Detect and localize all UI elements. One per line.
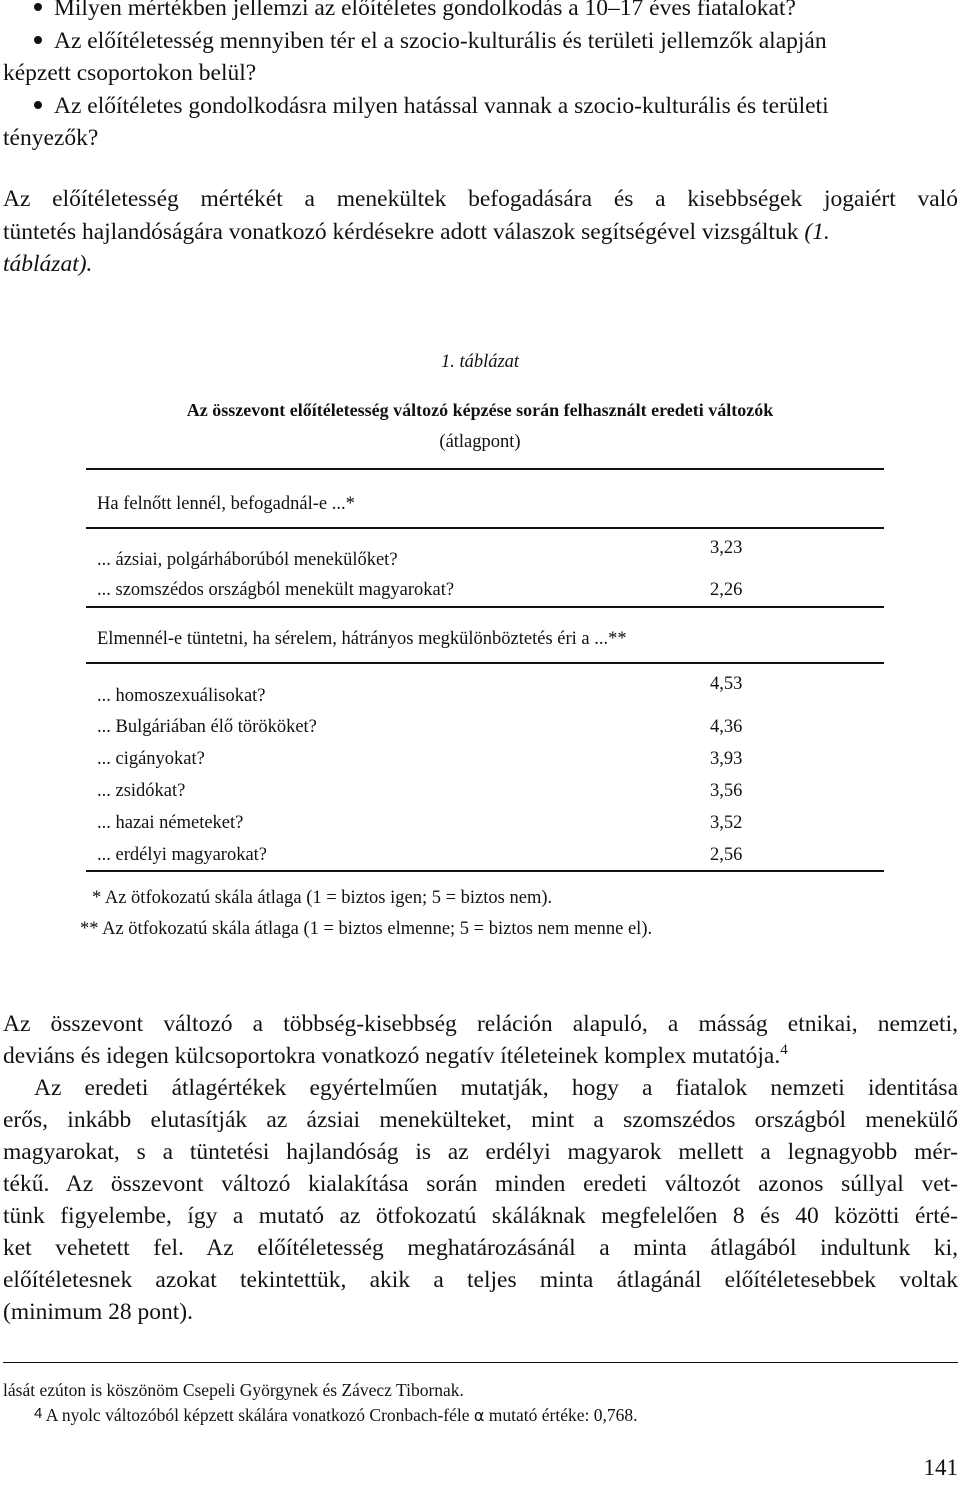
bullet-item-3 — [34, 93, 829, 120]
table-note-1: * Az ötfokozatú skála átlaga (1 = biztos igen; 5 = biztos nem). — [92, 888, 553, 908]
row-value: 4,36 — [710, 717, 743, 737]
bullet-item-2 — [34, 28, 827, 55]
body-p2-line-3: magyarokat, s a tüntetési hajlandóság is az erdélyi magyarok mellett a legnagyobb mér- — [3, 1139, 958, 1165]
table-top-rule — [86, 468, 884, 470]
bullet-icon — [34, 36, 42, 44]
group-header-rule — [86, 662, 884, 664]
bullet-item-2-continued: képzett csoportokon belül? — [3, 60, 257, 86]
row-value: 3,93 — [710, 749, 743, 769]
intro-line-1: Az előítéletesség mértékét a menekültek befogadására és a kisebbségek jogaiért való — [3, 186, 958, 212]
footnote-3-continued: lását ezúton is köszönöm Csepeli Györgynek és Závecz Tibornak. — [3, 1380, 464, 1400]
alpha-symbol: α — [473, 1406, 485, 1425]
body-p2-line-4: tékű. Az összevont változó kialakítása során minden eredeti változót azonos súllyal vet- — [3, 1171, 958, 1197]
table-bottom-rule — [86, 870, 884, 872]
bullet-icon — [34, 101, 42, 109]
row-value: 4,53 — [710, 674, 743, 694]
body-p2-line-8: (minimum 28 pont). — [3, 1299, 193, 1325]
row-label: ... hazai németeket? — [97, 813, 244, 833]
body-p2-line-6: ket vehetett fel. Az előítéletesség meghatározásánál a minta átlagából indultunk ki, — [3, 1235, 958, 1261]
intro-text: tüntetés hajlandóságára vonatkozó kérdésekre adott válaszok segítségével vizsgáltuk — [3, 219, 799, 245]
row-label: ... zsidókat? — [97, 781, 186, 801]
body-p2-line-1: Az eredeti átlagértékek egyértelműen mutatják, hogy a fiatalok nemzeti identitása — [34, 1075, 958, 1101]
intro-line-3 — [3, 251, 92, 278]
row-value: 3,56 — [710, 781, 743, 801]
body-p1-line-2 — [3, 1043, 788, 1070]
body-p2-line-5: tünk figyelembe, így a mutató az ötfokozatú skáláknak megfelelően 8 és 40 közötti érté- — [3, 1203, 958, 1229]
bullet-item-1 — [34, 0, 796, 22]
bullet-item-3-continued: tényezők? — [3, 125, 99, 151]
row-label: ... homoszexuálisokat? — [97, 686, 266, 706]
group-end-rule — [86, 606, 884, 608]
table-reference: táblázat). — [3, 251, 93, 277]
row-label: ... szomszédos országból menekült magyarokat? — [97, 580, 455, 600]
row-label: ... ázsiai, polgárháborúból menekülőket? — [97, 550, 398, 570]
intro-line-2 — [3, 219, 830, 246]
group-header-rule — [86, 527, 884, 529]
body-p2-line-7: előítéletesnek azokat tekintettük, akik a teljes minta átlagánál előítéletesebbek voltak — [3, 1267, 958, 1293]
row-label: ... erdélyi magyarokat? — [97, 845, 268, 865]
table-note-2: ** Az ötfokozatú skála átlaga (1 = biztos elmenne; 5 = biztos nem menne el). — [80, 919, 653, 939]
table-title: Az összevont előítéletesség változó képzése során felhasznált eredeti változók — [186, 400, 774, 420]
footnote-4 — [34, 1405, 638, 1426]
group-header-befogad: Ha felnőtt lennél, befogadnál-e ...* — [97, 494, 355, 514]
table-reference: (1. — [804, 219, 830, 245]
row-value: 3,23 — [710, 538, 743, 558]
row-value: 2,56 — [710, 845, 743, 865]
bullet-text: Milyen mértékben jellemzi az előítéletes gondolkodás a 10–17 éves fiatalokat? — [54, 0, 796, 21]
page-number: 141 — [923, 1455, 958, 1480]
row-value: 2,26 — [710, 580, 743, 600]
table-label: 1. táblázat — [440, 352, 520, 372]
footnote-marker: 4 — [780, 1042, 788, 1058]
bullet-text: Az előítéletesség mennyiben tér el a szocio-kulturális és területi jellemzők alapján — [54, 28, 827, 54]
row-label: ... cigányokat? — [97, 749, 205, 769]
row-label: ... Bulgáriában élő törököket? — [97, 717, 317, 737]
footnote-text: mutató értéke: 0,768. — [488, 1405, 638, 1425]
footnote-number: 4 — [34, 1405, 43, 1422]
footnote-text: A nyolc változóból képzett skálára vonatkozó Cronbach-féle — [45, 1405, 470, 1425]
row-value: 3,52 — [710, 813, 743, 833]
body-p1-line-1: Az összevont változó a többség-kisebbség reláción alapuló, a másság etnikai, nemzeti, — [3, 1011, 958, 1037]
bullet-icon — [34, 3, 42, 11]
bullet-text: Az előítéletes gondolkodásra milyen hatással vannak a szocio-kulturális és területi — [54, 93, 829, 119]
group-header-tuntet: Elmennél-e tüntetni, ha sérelem, hátrányos megkülönböztetés éri a ...** — [97, 629, 627, 649]
body-p2-line-2: erős, inkább elutasítják az ázsiai menekülteket, mint a szomszédos országból menekülő — [3, 1107, 958, 1133]
footnote-rule — [3, 1362, 958, 1363]
table-subtitle: (átlagpont) — [439, 432, 521, 452]
body-text: deviáns és idegen külcsoportokra vonatkozó negatív ítéleteinek komplex mutatója. — [3, 1043, 781, 1069]
